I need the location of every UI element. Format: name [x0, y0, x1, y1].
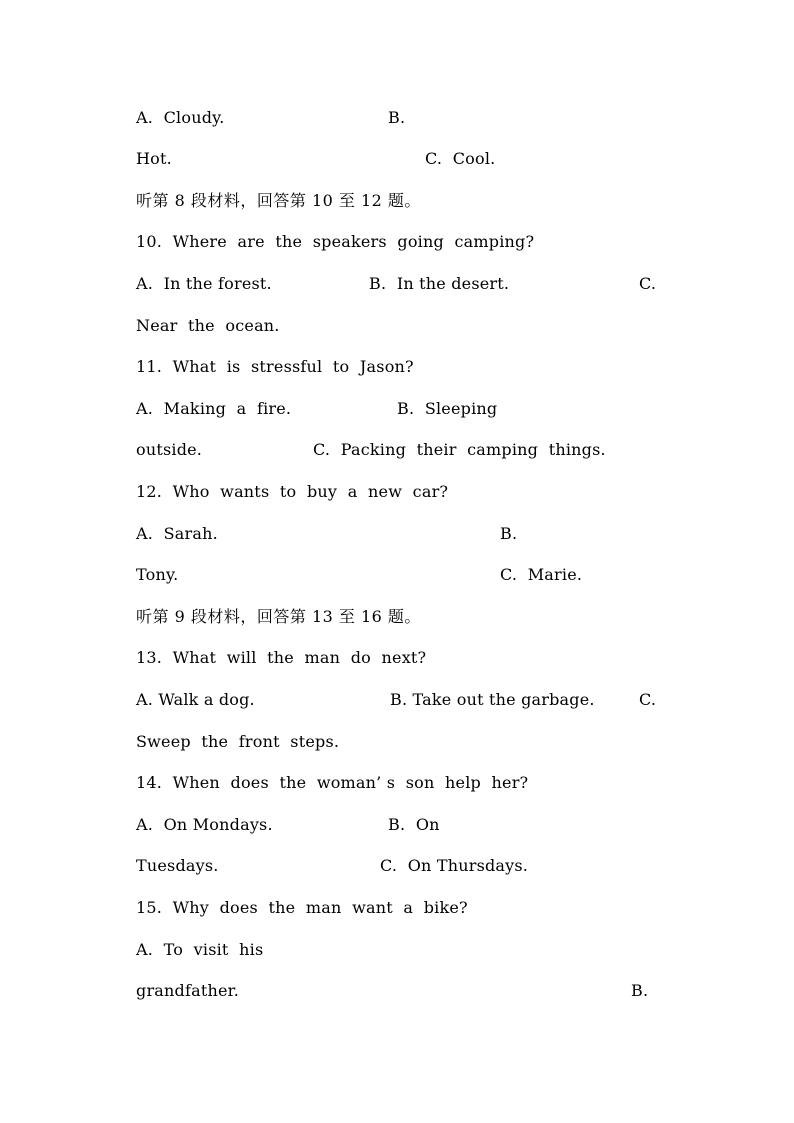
- q13-option-c-marker: C.: [639, 690, 657, 709]
- q10-option-c-marker: C.: [639, 274, 657, 293]
- question-10: 10. Where are the speakers going camping?: [136, 232, 535, 251]
- question-15: 15. Why does the man want a bike?: [136, 898, 468, 917]
- q15-option-b-marker: B.: [631, 981, 649, 1000]
- q13-option-b: B. Take out the garbage.: [390, 690, 595, 709]
- q15-option-a: A. To visit his: [136, 940, 264, 959]
- q10-option-a: A. In the forest.: [136, 274, 272, 293]
- q12-option-c: C. Marie.: [500, 565, 583, 584]
- q10-option-b: B. In the desert.: [369, 274, 510, 293]
- q12-option-b-marker: B.: [500, 524, 518, 543]
- question-12: 12. Who wants to buy a new car?: [136, 482, 449, 501]
- q9-option-b-marker: B.: [388, 108, 406, 127]
- q11-option-b: B. Sleeping: [397, 399, 498, 418]
- q9-option-b-text: Hot.: [136, 149, 172, 168]
- q14-option-a: A. On Mondays.: [136, 815, 273, 834]
- q13-option-c-text: Sweep the front steps.: [136, 732, 340, 751]
- section-8-instruction: 听第 8 段材料，回答第 10 至 12 题。: [136, 191, 421, 210]
- q9-option-a: A. Cloudy.: [136, 108, 225, 127]
- q15-option-a-continued: grandfather.: [136, 981, 240, 1000]
- question-14: 14. When does the woman’ s son help her?: [136, 773, 529, 792]
- q9-option-c: C. Cool.: [425, 149, 496, 168]
- q11-option-c: C. Packing their camping things.: [313, 440, 606, 459]
- question-11: 11. What is stressful to Jason?: [136, 357, 414, 376]
- q13-option-a: A. Walk a dog.: [136, 690, 255, 709]
- q12-option-b-text: Tony.: [136, 565, 179, 584]
- q10-option-c-text: Near the ocean.: [136, 316, 280, 335]
- q14-option-c: C. On Thursdays.: [380, 856, 529, 875]
- q14-option-b: B. On: [388, 815, 440, 834]
- section-9-instruction: 听第 9 段材料，回答第 13 至 16 题。: [136, 607, 421, 626]
- q14-option-b-continued: Tuesdays.: [136, 856, 219, 875]
- q12-option-a: A. Sarah.: [136, 524, 218, 543]
- q11-option-a: A. Making a fire.: [136, 399, 292, 418]
- question-13: 13. What will the man do next?: [136, 648, 427, 667]
- q11-option-b-continued: outside.: [136, 440, 203, 459]
